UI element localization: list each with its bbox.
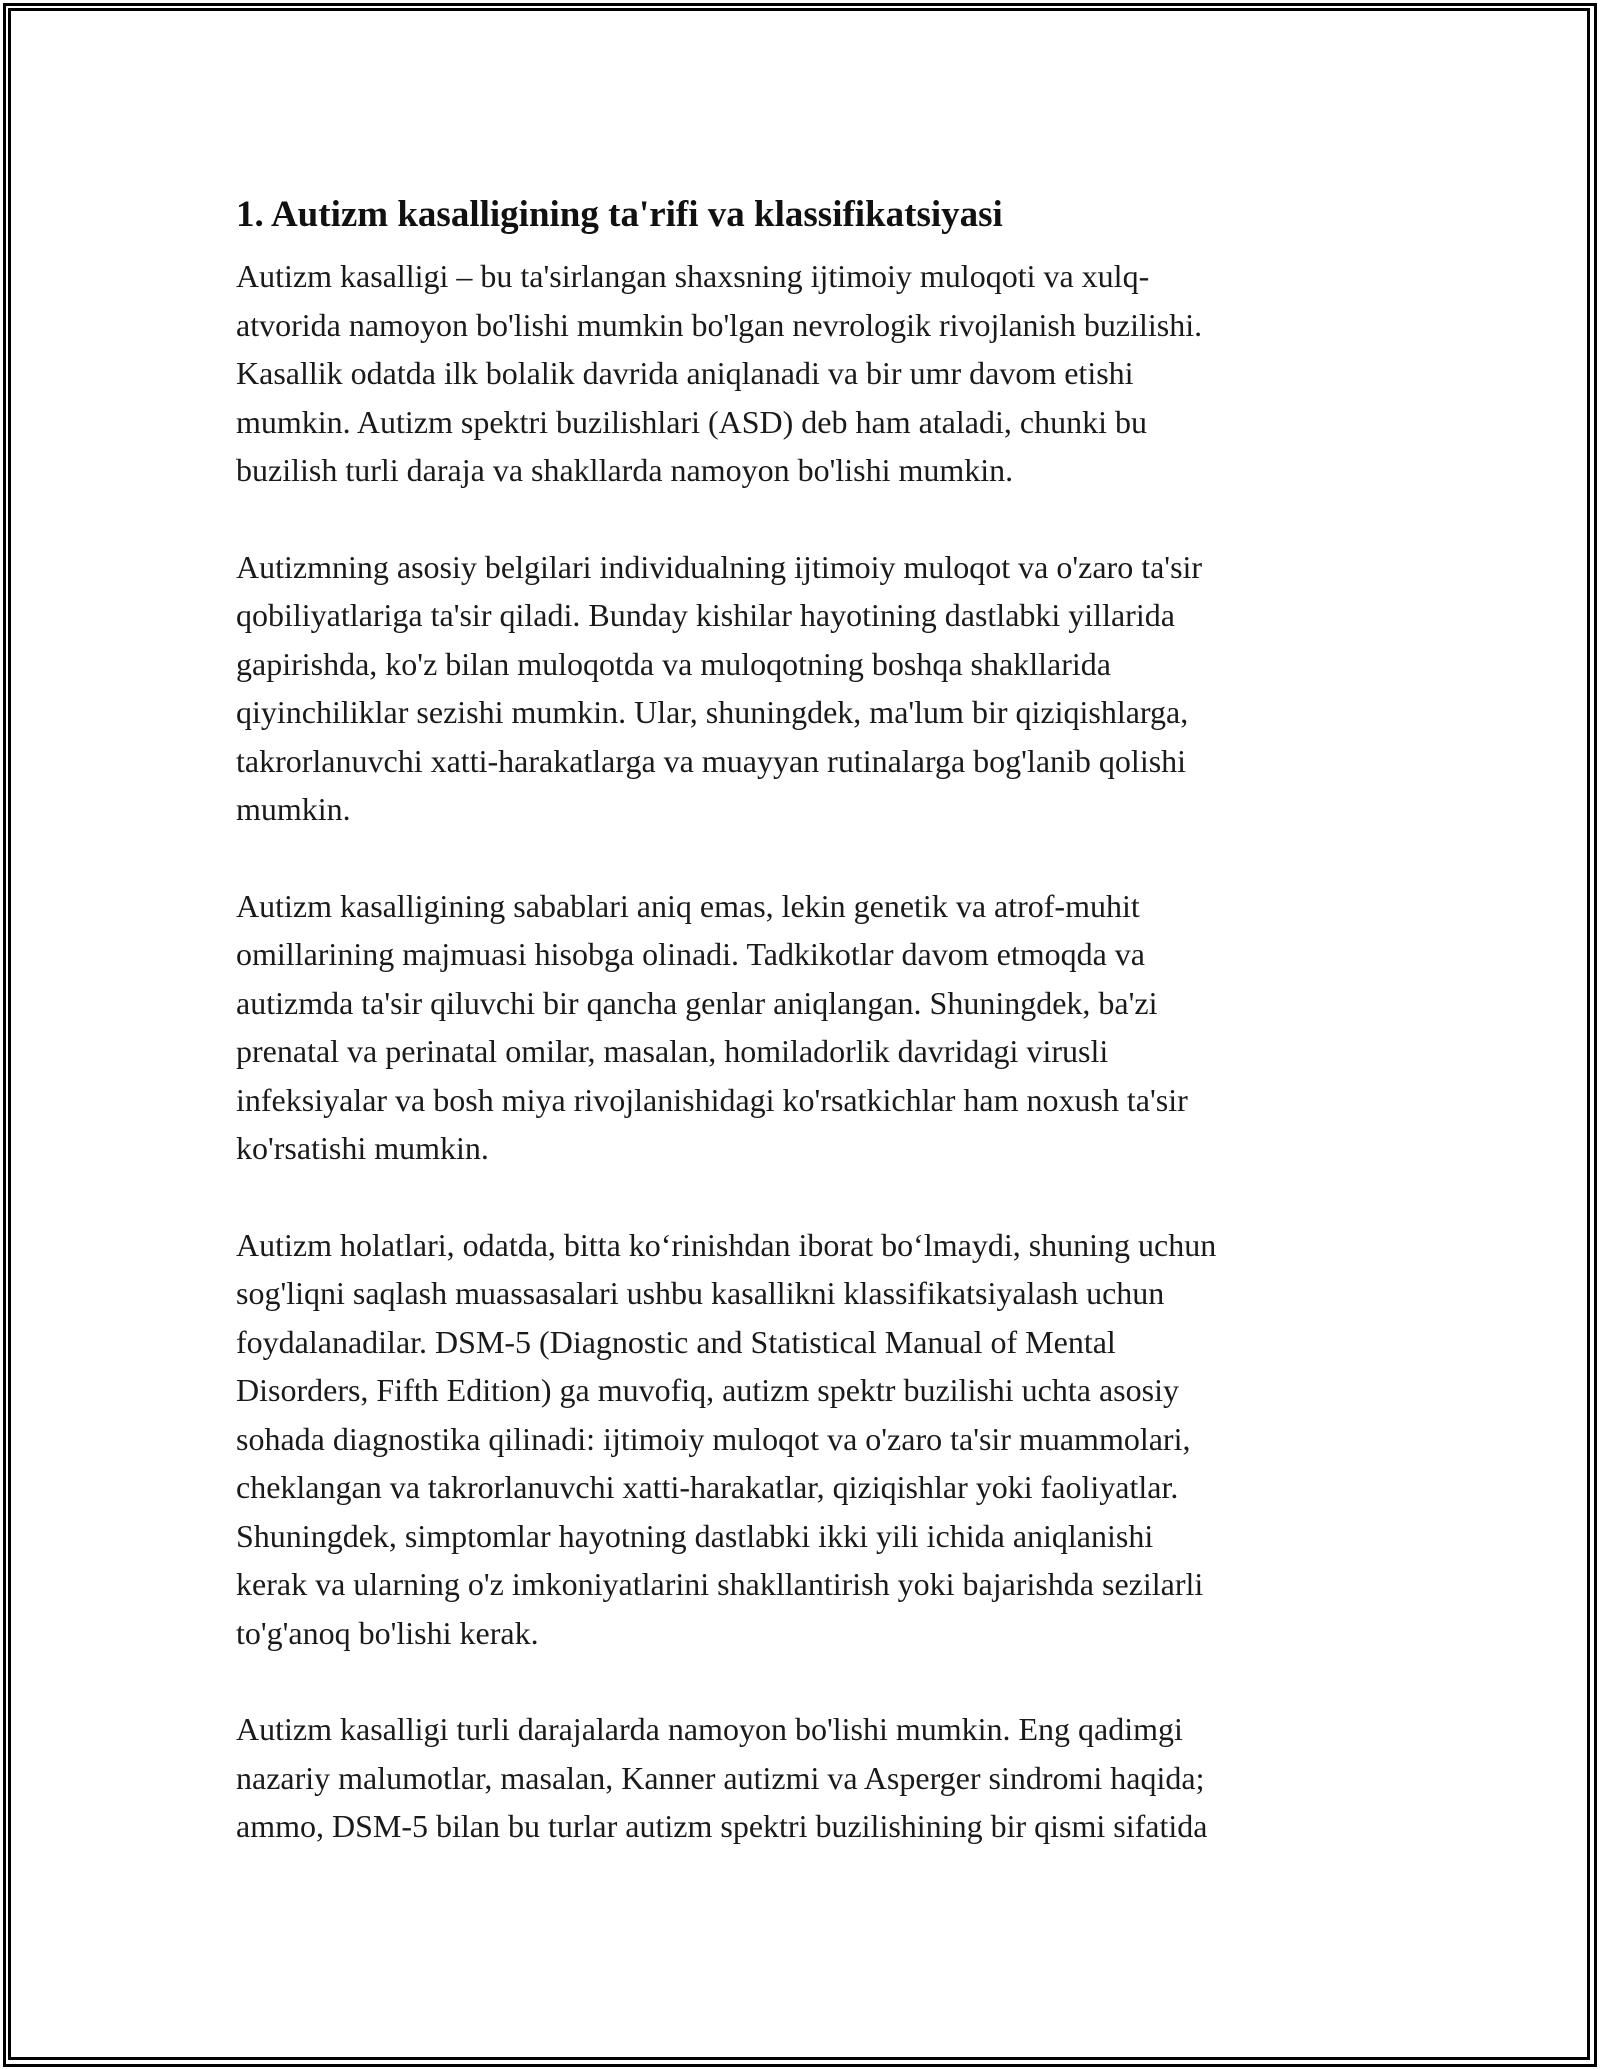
document-body [236, 188, 1366, 1851]
paragraph-causes: Autizm kasalligining sabablari aniq emas, lekin genetik va atrof-muhit omillarining majmuasi hisobga olinadi. Tadkikotlar davom etmoqda va autizmda ta'sir qiluvchi bir qancha genlar aniqlangan. Shuningdek, ba'zi prenatal va perinatal omilar, masalan, homiladorlik davridagi virusli infeksiyalar va bosh miya rivojlanishidagi ko'rsatkichlar ham noxush ta'sir ko'rsatishi mumkin. [236, 887, 1188, 1166]
paragraph-classification: Autizm holatlari, odatda, bitta ko‘rinishdan iborat bo‘lmaydi, shuning uchun sog'liqni saqlash muassasalari ushbu kasallikni klassifikatsiyalash uchun foydalanadilar. DSM-5 (Diagnostic and Statistical Manual of Mental Disorders, Fifth Edition) ga muvofiq, autizm spektr buzilishi uchta asosiy sohada diagnostika qilinadi: ijtimoiy muloqot va o'zaro ta'sir muammolari, cheklangan va takrorlanuvchi xatti-harakatlar, qiziqishlar yoki faoliyatlar. Shuningdek, simptomlar hayotning dastlabki ikki yili ichida aniqlanishi kerak va ularning o'z imkoniyatlarini shakllantirish yoki bajarishda sezilarli to'g'anoq bo'lishi kerak. [236, 1226, 1217, 1651]
paragraph-degrees: Autizm kasalligi turli darajalarda namoyon bo'lishi mumkin. Eng qadimgi nazariy malumotlar, masalan, Kanner autizmi va Asperger sindromi haqida; ammo, DSM-5 bilan bu turlar autizm spektri buzilishining bir qismi sifatida [236, 1711, 1208, 1844]
section-title: 1. Autizm kasalligining ta'rifi va klassifikatsiyasi [236, 194, 1003, 235]
paragraph-definition: Autizm kasalligi – bu ta'sirlangan shaxsning ijtimoiy muloqoti va xulq- atvorida namoyon bo'lishi mumkin bo'lgan nevrologik rivojlanish buzilishi. Kasallik odatda ilk bolalik davrida aniqlanadi va bir umr davom etishi mumkin. Autizm spektri buzilishlari (ASD) deb ham ataladi, chunki bu buzilish turli daraja va shakllarda namoyon bo'lishi mumkin. [236, 258, 1203, 488]
paragraph-symptoms: Autizmning asosiy belgilari individualning ijtimoiy muloqot va o'zaro ta'sir qobiliyatlariga ta'sir qiladi. Bunday kishilar hayotining dastlabki yillarida gapirishda, ko'z bilan muloqotda va muloqotning boshqa shakllarida qiyinchiliklar sezishi mumkin. Ular, shuningdek, ma'lum bir qiziqishlarga, takrorlanuvchi xatti-harakatlarga va muayyan rutinalarga bog'lanib qolishi mumkin. [236, 548, 1203, 827]
